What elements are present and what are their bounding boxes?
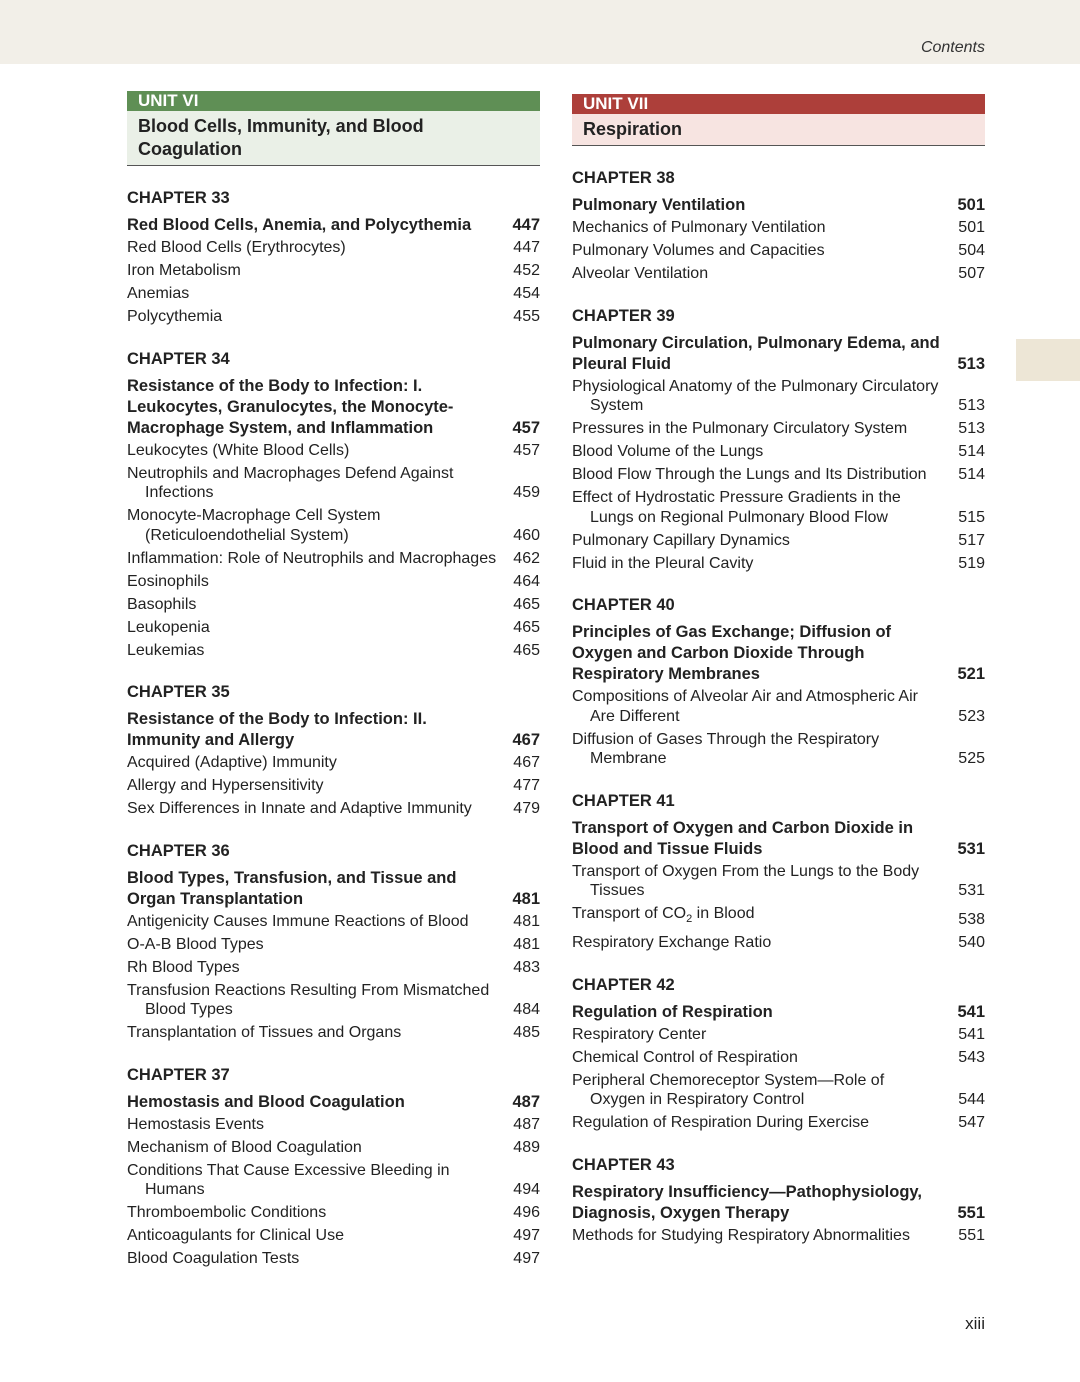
toc-entry-page: 452 bbox=[513, 262, 540, 279]
toc-entry-text: Antigenicity Causes Immune Reactions of Blood bbox=[127, 912, 469, 930]
toc-entry[interactable] bbox=[572, 933, 985, 953]
toc-entry[interactable] bbox=[127, 572, 540, 592]
toc-entry-text: Blood Volume of the Lungs bbox=[572, 443, 764, 460]
unit-title: Respiration bbox=[572, 114, 985, 146]
toc-entry-text: Transport of Oxygen From the Lungs to the Body Tissues bbox=[572, 862, 920, 899]
toc-entry-page: 514 bbox=[958, 443, 985, 460]
toc-entry-text: Leukemias bbox=[127, 641, 205, 659]
chapter-label: CHAPTER 36 bbox=[127, 841, 230, 860]
chapter-title: Respiratory Insufficiency—Pathophysiology, Diagnosis, Oxygen Therapy bbox=[572, 1182, 922, 1222]
chapter-title-row[interactable] bbox=[572, 1002, 985, 1023]
chapter-label: CHAPTER 40 bbox=[572, 596, 675, 614]
chapter-title-row[interactable] bbox=[572, 333, 985, 375]
toc-entry[interactable] bbox=[572, 1226, 985, 1246]
chapter-title-row[interactable] bbox=[127, 868, 540, 910]
toc-entry-text: Polycythemia bbox=[127, 308, 223, 325]
toc-entry-text: Hemostasis Events bbox=[127, 1115, 264, 1133]
toc-entry-text: Monocyte-Macrophage Cell System (Reticuloendothelial System) bbox=[127, 507, 381, 544]
toc-entry-text: Diffusion of Gases Through the Respiratory Membrane bbox=[572, 730, 880, 767]
toc-entry-page: 514 bbox=[958, 466, 985, 483]
toc-entry-page: 541 bbox=[958, 1025, 985, 1043]
toc-entry-text: Allergy and Hypersensitivity bbox=[127, 777, 324, 794]
toc-entry-page: 513 bbox=[958, 397, 985, 414]
unit-label: UNIT VI bbox=[127, 91, 540, 111]
toc-entry-text: Iron Metabolism bbox=[127, 262, 241, 279]
toc-entry-text: Conditions That Cause Excessive Bleeding in Humans bbox=[127, 1161, 450, 1198]
toc-entry-page: 523 bbox=[958, 707, 985, 725]
toc-entry[interactable] bbox=[127, 799, 540, 819]
toc-entry-text: Leukocytes (White Blood Cells) bbox=[127, 441, 350, 459]
toc-entry-text: Methods for Studying Respiratory Abnormalities bbox=[572, 1226, 910, 1244]
toc-entry-page: 465 bbox=[513, 618, 540, 636]
toc-entry[interactable] bbox=[572, 730, 985, 769]
chapter-title-row[interactable] bbox=[572, 818, 985, 860]
chapter-label: CHAPTER 33 bbox=[127, 189, 230, 207]
chapter-page-number: 513 bbox=[957, 354, 985, 373]
toc-entry-page: 465 bbox=[513, 641, 540, 659]
toc-entry-text: Fluid in the Pleural Cavity bbox=[572, 554, 754, 572]
chapter-title: Pulmonary Circulation, Pulmonary Edema, and Pleural Fluid bbox=[572, 333, 940, 373]
chapter-title: Resistance of the Body to Infection: II. Immunity and Allergy bbox=[127, 710, 427, 749]
chapter-page-number: 521 bbox=[957, 665, 985, 683]
toc-entry[interactable] bbox=[127, 307, 540, 327]
toc-entry[interactable] bbox=[572, 241, 985, 261]
header-band bbox=[0, 0, 1080, 64]
toc-entry-page: 484 bbox=[513, 1001, 540, 1018]
toc-entry-page: 479 bbox=[513, 800, 540, 817]
toc-entry[interactable] bbox=[572, 1071, 985, 1110]
chapter-page-number: 481 bbox=[512, 889, 540, 908]
toc-entry-text: Sex Differences in Innate and Adaptive Immunity bbox=[127, 800, 472, 817]
toc-entry[interactable] bbox=[127, 935, 540, 955]
toc-entry-text: Blood Flow Through the Lungs and Its Distribution bbox=[572, 466, 927, 483]
toc-entry[interactable] bbox=[572, 377, 985, 416]
toc-entry-page: 454 bbox=[513, 285, 540, 302]
toc-entry-text: Chemical Control of Respiration bbox=[572, 1048, 798, 1066]
toc-entry-page: 517 bbox=[958, 531, 985, 549]
toc-entry-text: Blood Coagulation Tests bbox=[127, 1250, 300, 1267]
toc-entry-text: Anemias bbox=[127, 285, 190, 302]
toc-entry-text: Leukopenia bbox=[127, 618, 210, 636]
toc-entry-page: 538 bbox=[958, 911, 985, 929]
toc-entry-text: Transfusion Reactions Resulting From Mismatched Blood Types bbox=[127, 981, 490, 1018]
toc-entry-page: 483 bbox=[513, 958, 540, 976]
toc-entry-text: Eosinophils bbox=[127, 572, 209, 590]
toc-entry-page: 477 bbox=[513, 777, 540, 794]
toc-entry-page: 540 bbox=[958, 934, 985, 952]
toc-entry[interactable] bbox=[127, 912, 540, 932]
toc-entry-page: 507 bbox=[958, 265, 985, 282]
toc-entry-text: Physiological Anatomy of the Pulmonary Circulatory System bbox=[572, 377, 939, 414]
toc-entry-page: 513 bbox=[958, 420, 985, 437]
toc-entry-text: O-A-B Blood Types bbox=[127, 935, 264, 953]
chapter-label: CHAPTER 42 bbox=[572, 975, 675, 994]
toc-entry[interactable] bbox=[572, 554, 985, 574]
toc-entry-page: 504 bbox=[958, 242, 985, 259]
toc-entry-text: Inflammation: Role of Neutrophils and Macrophages bbox=[127, 549, 497, 567]
toc-entry[interactable] bbox=[572, 862, 985, 901]
toc-entry-page: 465 bbox=[513, 595, 540, 613]
unit-label: UNIT VII bbox=[572, 94, 985, 114]
toc-entry-text: Effect of Hydrostatic Pressure Gradients in the Lungs on Regional Pulmonary Blood Flow bbox=[572, 489, 901, 526]
toc-entry[interactable] bbox=[127, 261, 540, 281]
toc-entry-page: 497 bbox=[513, 1250, 540, 1267]
toc-entry-text: Pulmonary Volumes and Capacities bbox=[572, 242, 825, 259]
chapter-title-row[interactable] bbox=[572, 195, 985, 216]
toc-entry[interactable] bbox=[127, 641, 540, 661]
toc-entry[interactable] bbox=[127, 958, 540, 978]
toc-entry-text: Regulation of Respiration During Exercise bbox=[572, 1114, 870, 1132]
toc-entry[interactable] bbox=[127, 1023, 540, 1043]
chapter-label: CHAPTER 37 bbox=[127, 1065, 230, 1084]
unit-title: Blood Cells, Immunity, and Blood Coagulation bbox=[127, 111, 540, 166]
toc-entry-text: Respiratory Center bbox=[572, 1025, 707, 1043]
chapter-title: Transport of Oxygen and Carbon Dioxide in Blood and Tissue Fluids bbox=[572, 818, 914, 858]
chapter-page-number: 541 bbox=[957, 1002, 985, 1021]
toc-entry-text: Peripheral Chemoreceptor System—Role of Oxygen in Respiratory Control bbox=[572, 1071, 885, 1109]
toc-entry-text: Rh Blood Types bbox=[127, 958, 240, 976]
toc-entry[interactable] bbox=[127, 549, 540, 569]
chapter-page-number: 457 bbox=[512, 418, 540, 437]
chapter-title: Regulation of Respiration bbox=[572, 1002, 773, 1021]
toc-entry-text: Acquired (Adaptive) Immunity bbox=[127, 754, 337, 771]
toc-entry-page: 547 bbox=[958, 1114, 985, 1132]
chapter-page-number: 531 bbox=[957, 839, 985, 858]
toc-entry[interactable] bbox=[572, 442, 985, 462]
toc-entry-page: 460 bbox=[513, 526, 540, 544]
toc-entry[interactable] bbox=[127, 464, 540, 503]
toc-entry[interactable] bbox=[127, 1226, 540, 1246]
toc-entry-page: 481 bbox=[513, 935, 540, 953]
chapter-page-number: 501 bbox=[957, 196, 985, 214]
toc-entry-page: 515 bbox=[958, 508, 985, 526]
toc-entry-text: Transport of $CO_2$ in Blood bbox=[572, 905, 755, 926]
toc-entry[interactable] bbox=[127, 981, 540, 1020]
toc-entry-page: 455 bbox=[513, 308, 540, 325]
toc-entry-page: 485 bbox=[513, 1024, 540, 1041]
chapter-title-row[interactable] bbox=[127, 709, 540, 751]
toc-entry-text: Mechanics of Pulmonary Ventilation bbox=[572, 219, 826, 236]
toc-entry[interactable] bbox=[127, 753, 540, 773]
toc-entry[interactable] bbox=[127, 1203, 540, 1223]
chapter-page-number: 551 bbox=[957, 1203, 985, 1222]
toc-entry-page: 519 bbox=[958, 554, 985, 572]
running-title: Contents bbox=[920, 39, 985, 56]
toc-entry[interactable] bbox=[572, 1113, 985, 1133]
toc-entry[interactable] bbox=[127, 441, 540, 461]
toc-entry-text: Thromboembolic Conditions bbox=[127, 1204, 327, 1221]
toc-entry-text: Red Blood Cells (Erythrocytes) bbox=[127, 239, 346, 256]
chapter-title: Red Blood Cells, Anemia, and Polycythemia bbox=[127, 216, 472, 234]
toc-entry-page: 525 bbox=[958, 750, 985, 767]
chapter-title: Resistance of the Body to Infection: I. Leukocytes, Granulocytes, the Monocyte-Macrophage System, and Inflammation bbox=[127, 376, 454, 437]
toc-entry[interactable] bbox=[572, 531, 985, 551]
chapter-title: Pulmonary Ventilation bbox=[572, 196, 746, 214]
chapter-label: CHAPTER 34 bbox=[127, 349, 230, 368]
toc-entry-text: Basophils bbox=[127, 595, 197, 613]
chapter-title-row[interactable] bbox=[572, 1182, 985, 1224]
toc-entry-text: Alveolar Ventilation bbox=[572, 265, 709, 282]
toc-entry[interactable] bbox=[572, 488, 985, 527]
toc-entry-text: Mechanism of Blood Coagulation bbox=[127, 1138, 362, 1156]
toc-entry-page: 489 bbox=[513, 1138, 540, 1156]
chapter-title-row[interactable] bbox=[572, 622, 985, 685]
chapter-label: CHAPTER 38 bbox=[572, 169, 675, 187]
chapter-title: Hemostasis and Blood Coagulation bbox=[127, 1092, 405, 1111]
chapter-list bbox=[572, 168, 985, 1245]
toc-entry-page: 459 bbox=[513, 484, 540, 501]
toc-entry[interactable] bbox=[572, 465, 985, 485]
chapter-title-row[interactable] bbox=[127, 376, 540, 439]
chapter-list bbox=[127, 188, 540, 1269]
toc-entry[interactable] bbox=[127, 238, 540, 258]
left-column bbox=[127, 91, 540, 1272]
chapter-page-number: 447 bbox=[512, 216, 540, 234]
chapter-label: CHAPTER 35 bbox=[127, 683, 230, 701]
toc-entry-text: Compositions of Alveolar Air and Atmospheric Air Are Different bbox=[572, 688, 918, 725]
toc-entry-page: 531 bbox=[958, 882, 985, 899]
toc-entry-page: 447 bbox=[513, 239, 540, 256]
toc-entry-text: Pressures in the Pulmonary Circulatory System bbox=[572, 420, 908, 437]
chapter-title-row[interactable] bbox=[127, 215, 540, 236]
toc-entry[interactable] bbox=[127, 618, 540, 638]
toc-entry[interactable] bbox=[127, 776, 540, 796]
toc-entry-page: 481 bbox=[513, 912, 540, 930]
toc-entry-page: 496 bbox=[513, 1204, 540, 1221]
toc-entry-page: 494 bbox=[513, 1181, 540, 1198]
toc-entry[interactable] bbox=[127, 595, 540, 615]
toc-entry[interactable] bbox=[127, 1249, 540, 1269]
toc-entry-text: Transplantation of Tissues and Organs bbox=[127, 1024, 402, 1041]
chapter-label: CHAPTER 39 bbox=[572, 306, 675, 325]
toc-entry-page: 501 bbox=[958, 219, 985, 236]
toc-entry[interactable] bbox=[572, 1025, 985, 1045]
toc-entry[interactable] bbox=[572, 904, 985, 930]
toc-entry-page: 467 bbox=[513, 754, 540, 771]
page-number: xiii bbox=[965, 1314, 985, 1333]
right-column bbox=[572, 94, 985, 1249]
toc-entry[interactable] bbox=[127, 1161, 540, 1200]
toc-entry[interactable] bbox=[127, 1115, 540, 1135]
chapter-label: CHAPTER 41 bbox=[572, 791, 675, 810]
toc-entry-text: Neutrophils and Macrophages Defend Against Infections bbox=[127, 464, 454, 501]
toc-entry[interactable] bbox=[127, 506, 540, 545]
toc-entry-page: 544 bbox=[958, 1091, 985, 1109]
chapter-page-number: 487 bbox=[512, 1092, 540, 1111]
chapter-page-number: 467 bbox=[512, 731, 540, 749]
chapter-title: Principles of Gas Exchange; Diffusion of Oxygen and Carbon Dioxide Through Respiratory Membranes bbox=[572, 623, 892, 683]
toc-entry-text: Anticoagulants for Clinical Use bbox=[127, 1227, 344, 1244]
toc-entry[interactable] bbox=[572, 264, 985, 284]
toc-entry[interactable] bbox=[572, 218, 985, 238]
toc-entry-page: 457 bbox=[513, 441, 540, 459]
toc-entry[interactable] bbox=[127, 1138, 540, 1158]
toc-entry[interactable] bbox=[572, 419, 985, 439]
toc-entry-text: Respiratory Exchange Ratio bbox=[572, 934, 772, 952]
chapter-title: Blood Types, Transfusion, and Tissue and Organ Transplantation bbox=[127, 868, 457, 908]
toc-entry-page: 487 bbox=[513, 1115, 540, 1133]
toc-entry-page: 543 bbox=[958, 1048, 985, 1066]
toc-entry[interactable] bbox=[572, 1048, 985, 1068]
toc-entry-page: 464 bbox=[513, 572, 540, 590]
chapter-label: CHAPTER 43 bbox=[572, 1155, 675, 1174]
section-thumb-tab bbox=[1016, 339, 1080, 381]
toc-entry-page: 551 bbox=[958, 1226, 985, 1244]
toc-entry[interactable] bbox=[127, 284, 540, 304]
toc-entry-page: 497 bbox=[513, 1227, 540, 1244]
toc-entry-page: 462 bbox=[513, 549, 540, 567]
toc-entry[interactable] bbox=[572, 687, 985, 726]
chapter-title-row[interactable] bbox=[127, 1092, 540, 1113]
toc-entry-text: Pulmonary Capillary Dynamics bbox=[572, 531, 790, 549]
